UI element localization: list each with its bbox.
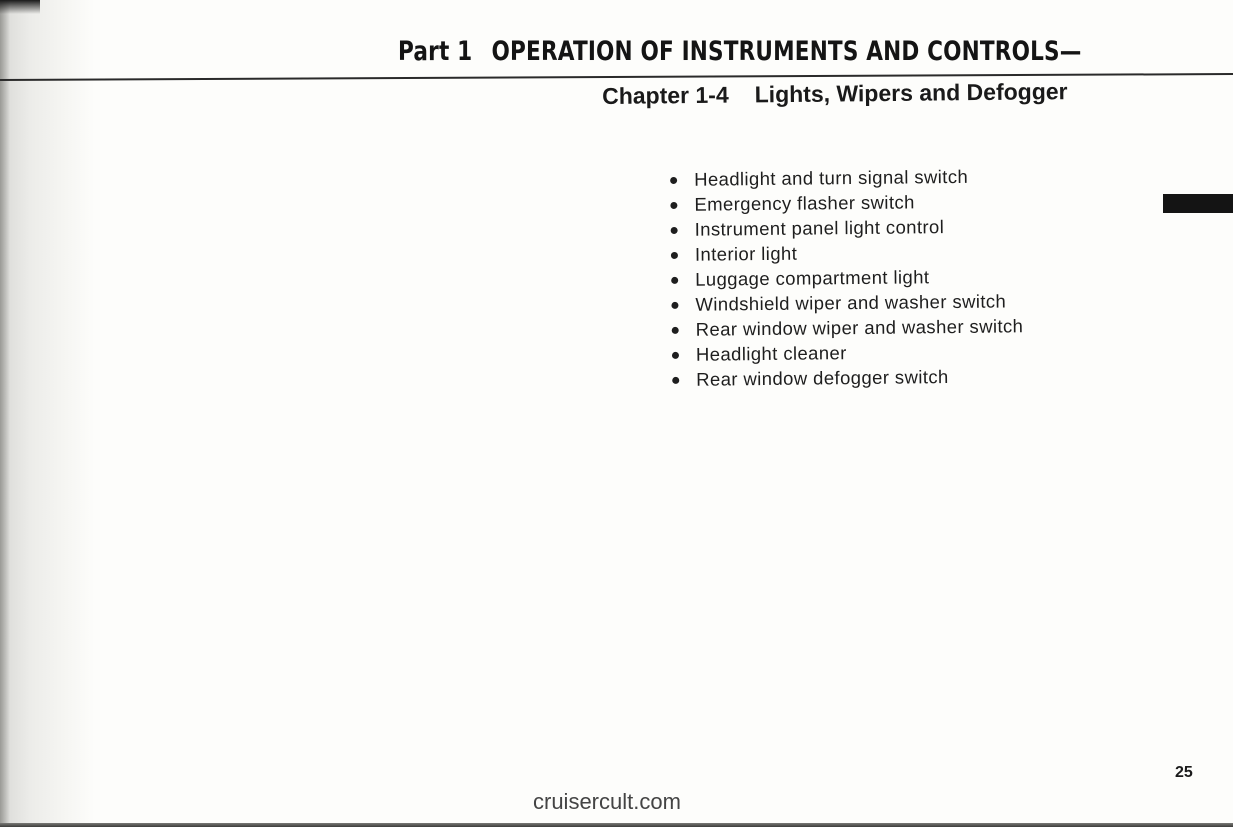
topic-item: [670, 363, 1024, 392]
bullet-icon: [672, 352, 679, 359]
topic-item: [670, 338, 1024, 367]
topic-item: [669, 288, 1023, 317]
topic-text: Instrument panel light control: [694, 216, 945, 240]
chapter-label: Chapter 1-4: [602, 81, 729, 109]
corner-shadow: [0, 0, 40, 14]
bullet-icon: [670, 177, 677, 184]
previous-page-bleed: [0, 0, 95, 827]
topic-text: Headlight and turn signal switch: [694, 165, 969, 190]
topic-item: [668, 163, 1022, 192]
topic-text: Windshield wiper and washer switch: [695, 290, 1007, 315]
topic-text: Luggage compartment light: [695, 266, 930, 290]
topic-text: Headlight cleaner: [695, 342, 847, 365]
section-tab-marker: [1163, 194, 1233, 213]
topic-item: [670, 313, 1024, 342]
topic-item: [668, 188, 1022, 217]
bullet-icon: [672, 377, 679, 384]
topic-text: Rear window wiper and washer switch: [695, 315, 1024, 340]
topic-text: Rear window defogger switch: [696, 366, 949, 390]
topic-item: [669, 213, 1023, 242]
bullet-icon: [672, 327, 679, 334]
bullet-icon: [671, 302, 678, 309]
topic-item: [669, 263, 1023, 292]
topic-text: Emergency flasher switch: [694, 191, 915, 215]
bullet-icon: [671, 252, 678, 259]
bullet-icon: [671, 277, 678, 284]
part-header: [398, 36, 1082, 67]
page-number: 25: [1175, 764, 1193, 781]
page-bottom-edge: [0, 823, 1233, 827]
topic-item: [669, 238, 1023, 267]
watermark-text: cruisercult.com: [533, 789, 681, 814]
chapter-title: Lights, Wipers and Defogger: [754, 78, 1068, 108]
bullet-icon: [670, 202, 677, 209]
part-label: Part 1: [398, 36, 473, 67]
topic-text: Interior light: [694, 242, 798, 265]
binding-shadow: [0, 0, 10, 827]
topic-list: [668, 163, 1024, 392]
part-title: OPERATION OF INSTRUMENTS AND CONTROLS—: [491, 36, 1082, 67]
chapter-header: [602, 78, 1068, 110]
bullet-icon: [671, 227, 678, 234]
